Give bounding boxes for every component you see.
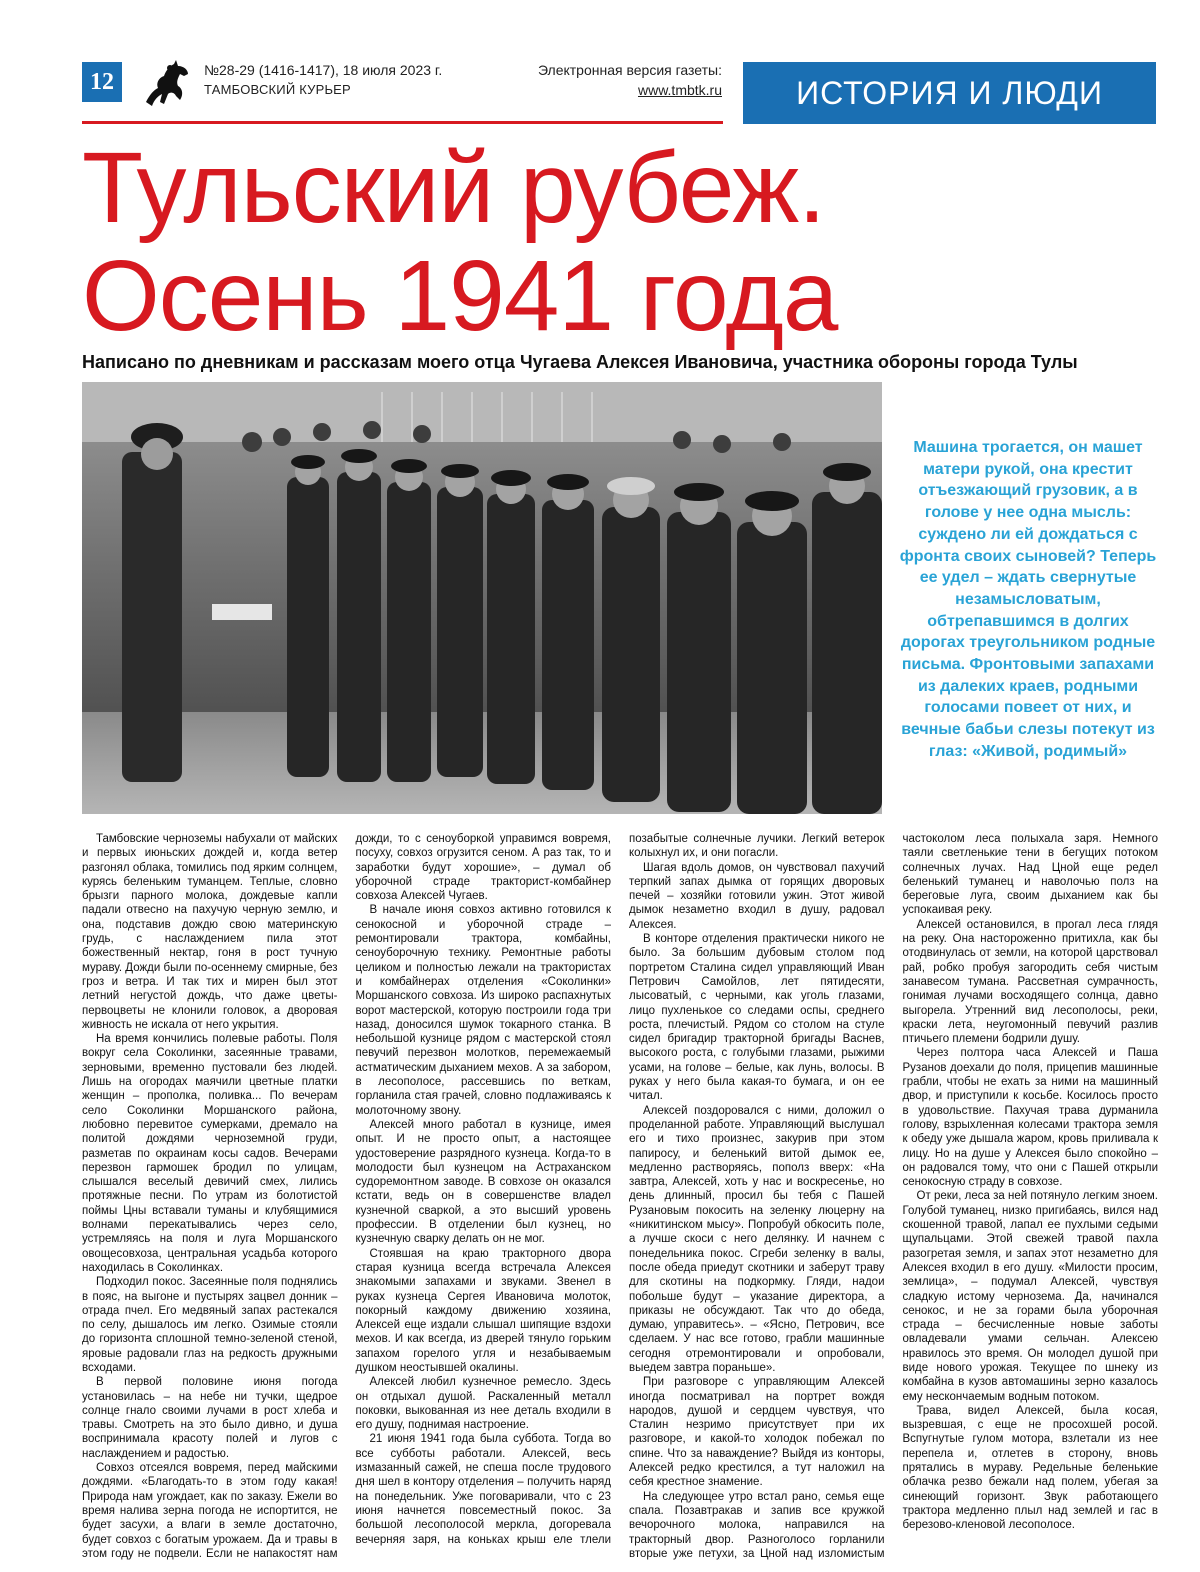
article-body bbox=[82, 832, 1158, 1562]
body-paragraph: Тамбовские черноземы набухали от майских и первых июньских дождей и, когда ветер разгонял облака, томились под ярким солнцем, курясь беленьким туманцем. Теплые, словно брызги парного молока, дождевые капли падали отвесно на пахучую черную землю, и она, подставив дождю свою материнскую грудь, с наслаждением пила этот божественный нектар, гоня в рост тучную мураву. Дожди были по-осеннему смирные, без гроз и ветра. И так тих и мирен был этот летний негустой дождь, что даже цветы-первоцветы не клонили головок, а дворовая живность не искала от него укрытия. bbox=[82, 833, 338, 1031]
body-paragraph: В начале июня совхоз активно готовился к сенокосной и уборочной страде – ремонтировали трактора, комбайны, сеноуборочную технику. Ремонтные работы целиком и полностью лежали на трактористах и комбайнерах отделения «Соколинки» Моршанского совхоза. Из широко распахнутых ворот мастерской, которую построили года три назад, доносился шумок токарного станка. В небольшой кузнице рядом с мастерской стоял певучий перезвон молотков, перемежаемый астматическим дыханием мехов. А за забором, в лесополосе, рассевшись по веткам, горланила стая грачей, словно подлаживаясь к молоточному звону. bbox=[355, 904, 611, 1117]
body-paragraph: Подходил покос. Засеянные поля поднялись в пояс, на выгоне и пустырях зацвел донник – отрада пчел. Его медвяный запах растекался по селу, дышалось им легко. Озимые стояли до горизонта сплошной темно-зеленой стеной, яровые радовали глаз на редкость дружными всходами. bbox=[82, 1276, 338, 1374]
electronic-version bbox=[500, 60, 722, 100]
rubric-label: ИСТОРИЯ И ЛЮДИ bbox=[796, 74, 1103, 111]
issue-info bbox=[204, 60, 442, 100]
body-paragraph: Шагая вдоль домов, он чувствовал пахучий терпкий запах дымка от горящих дворовых печей – хозяйки готовили ужин. Этот живой дымок незаметно входил в душу, радовал Алексея. bbox=[629, 861, 885, 931]
rubric-banner bbox=[743, 62, 1156, 124]
body-paragraph: На следующее утро встал рано, семья еще спала. Позавтракав и запив все кружкой вечорочного молока, направился на тракторный двор. Разноголосо горланили вторые уже петухи, за Цной над изломистым частоколом леса полыхала заря. Немного таяли светленькие тени в бегущих потоком солнечных лучах. Над Цной еще редел беленький туманец и наволочью полз на береговые луга, своим дыханием как бы успокаивая реку. bbox=[629, 833, 1158, 1560]
body-paragraph: Алексей поздоровался с ними, доложил о проделанной работе. Управляющий выслушал его и тихо произнес, закурив при этом папиросу, и беленький витой дымок ее, медленно растворяясь, пополз вверх: «На завтра, Алексей, хоть у нас и воскресенье, но день длинный, просил бы тебя с Пашей Рузановым покосить на зеленку люцерну на «никитинском мысу». Попробуй обкосить поле, а лучше скоси с него делянку. И начнем с понедельника покос. Сгреби зеленку в валы, после обеда приедут скотники и заберут траву для скотины на подкормку. Гляди, надои побольше будут – указание директора, а приказы не обсуждают. Так что до обеда, думаю, управитесь». – «Ясно, Петрович, все сделаем. У нас все готово, грабли машинные сегодня отремонтировали и опробовали, выедем завтра пораньше». bbox=[629, 1104, 885, 1374]
body-paragraph: Алексей много работал в кузнице, имея опыт. И не просто опыт, а настоящее удостоверение разрядного кузнеца. Когда-то в молодости был кузнецом на Астраханском судоремонтном заводе. В совхозе он оказался кстати, ведь он в совершенстве владел кузнечной сваркой, а это высший уровень профессии. В отделении был кузнец, но кузнечную сварку делать он не мог. bbox=[355, 1118, 611, 1246]
headline-line-1: Тульский рубеж. bbox=[82, 132, 825, 244]
page-number: 12 bbox=[82, 62, 122, 102]
horseman-logo-icon bbox=[140, 58, 196, 108]
body-paragraph: В конторе отделения практически никого не было. За большим дубовым столом под портретом Сталина сидел управляющий Иван Петрович Самойлов, лет пятидесяти, лысоватый, с черными, как уголь глазами, лицо пухленькое со следами оспы, среднего роста, плечистый. Рядом со столом на стуле сидел бригадир тракторной бригады Васнев, высокого роста, с голубыми глазами, рыжими усами, на голове – белые, как лунь, волосы. В руках у него была какая-то бумага, и он ее читал. bbox=[629, 933, 885, 1103]
header-divider bbox=[82, 121, 723, 124]
headline-line-2: Осень 1941 года bbox=[82, 240, 838, 352]
body-paragraph: Алексей остановился, в прогал леса глядя на реку. Она настороженно притихла, как бы отодвинулась от земли, на которой царствовал рай, робко пробуя загородить себя чистым занавесом тумана. Рассветная сумрачность, гонимая лучами восходящего солнца, давно выгорела. Утренний вид лесополосы, реки, краски лета, неугомонный певучий разлив птичьего племени бодрили душу. bbox=[902, 918, 1158, 1046]
archival-photo-soldiers bbox=[82, 382, 882, 814]
body-paragraph: В первой половине июня погода установилась – на небе ни тучки, щедрое солнце гнало своими лучами в рост хлеба и травы. Смотреть на это было дивно, и душа воспринимала красоту полей и лугов с наслаждением и радостью. bbox=[82, 1376, 338, 1460]
issue-line: №28-29 (1416-1417), 18 июля 2023 г. bbox=[204, 62, 443, 78]
article-headline bbox=[82, 134, 1162, 350]
body-paragraph: Совхоз отсеялся вовремя, перед майскими дождями. «Благодать-то в этом году какая! Природа нам угождает, как по заказу. Ежели во время налива зерна погода не испортится, не будет засухи, а влаги в земле достаточно, будет совхоз с богатым урожаем. Да и травы в этом году не подвели. Если не напакостят нам дожди, то с сеноуборкой управимся вовремя, посуху, совхоз огрузится сеном. А раз так, то и заработки будут хорошие», – думал об уборочной страде тракторист-комбайнер совхоза Алексей Чугаев. bbox=[82, 833, 611, 1560]
article-subtitle: Написано по дневникам и рассказам моего отца Чугаева Алексея Ивановича, участника обороны города Тулы bbox=[82, 352, 1078, 372]
body-paragraph: От реки, леса за ней потянуло легким зноем. Голубой туманец, низко пригибаясь, вился над скошенной травой, лапал ее пухлыми седыми щупальцами. Этой свежей травой пахла разогретая земля, и запах этот незаметно для Алексея входил в его душу. «Милости просим, землица», – подумал Алексей, чувствуя сладкую истому чернозема. Да, начинался сенокос, и не за горами была уборочная страда – бесчисленные новые заботы овладевали умами сельчан. Алексею нравилось это время. Он молодел душой при виде нового урожая. Текущее по шнеку из комбайна в кузов автомашины зерно казалось ему нескончаемым водным потоком. bbox=[902, 1190, 1158, 1403]
pull-quote: Машина трогается, он машет матери рукой, она крестит отъезжающий грузовик, а в голове у нее одна мысль: суждено ли ей дождаться с фронта своих сыновей? Теперь ее удел – ждать свернутые незамысловатым, обтрепавшимся в долгих дорогах треугольником родные письма. Фронтовыми запахами из далеких краев, родными голосами повеет от них, и вечные бабьи слезы потекут из глаз: «Живой, родимый» bbox=[899, 439, 1157, 760]
eversion-link[interactable]: www.tmbtk.ru bbox=[637, 82, 722, 98]
publication-name: ТАМБОВСКИЙ КУРЬЕР bbox=[204, 82, 351, 97]
body-paragraph: Алексей любил кузнечное ремесло. Здесь он отдыхал душой. Раскаленный металл поковки, выкованная из нее деталь входили в его душу, поднимая настроение. bbox=[355, 1376, 611, 1432]
body-paragraph: Стоявшая на краю тракторного двора старая кузница всегда встречала Алексея знакомыми запахами и звуками. Звенел в руках кузнеца Сергея Ивановича молоток, покорный каждому движению хозяина, Алексей еще издали слышал шипящие вздохи мехов. И как всегда, из дверей тянуло горьким запахом горелого угля и незабываемым душком неостывшей окалины. bbox=[355, 1247, 611, 1374]
archival-photo bbox=[82, 382, 882, 814]
eversion-label: Электронная версия газеты: bbox=[537, 62, 722, 78]
body-paragraph: 21 июня 1941 года была суббота. Тогда во все субботы работали. Алексей, весь измазанный сажей, не спеша после трудового дня шел в контору отделения – получить наряд на понедельник. Уже поговаривали, что с 23 июня начнется повсеместный покос. За большой лесополосой меркла, догоревала вечерняя заря, на коньках крыш еле тлели позабытые солнечные лучики. Легкий ветерок колыхнул их, и они погасли. bbox=[355, 833, 885, 1546]
body-paragraph: На время кончились полевые работы. Поля вокруг села Соколинки, засеянные травами, зерновыми, временно пустовали без людей. Лишь на огородах маячили цветные платки женщин – прополка, поливка... По вечерам село Соколинки Моршанского района, любовно перевитое сумерками, дремало на политой дождями черноземной груди, разметав по окраинам косы садов. Вечерами перезвон гармошек бродил по улицам, слышался веселый девичий смех, лились протяжные песни. По утрам из болотистой поймы Цны вставали туманы и клубящимися волнами перекатывались через село, устремляясь на поля и луга Моршанского овощесовхоза, центральная усадьба которого находилась в Соколинках. bbox=[82, 1033, 338, 1274]
body-paragraph: Через полтора часа Алексей и Паша Рузанов доехали до поля, прицепив машинные грабли, чтобы не ехать за ними на машинный двор, и приступили к косьбе. Косилось просто в удовольствие. Пахучая трава дурманила голову, взрыхленная колесами трактора земля к обеду уже дышала жаром, кровь приливала к лицу. Но на душе у Алексея было спокойно – он радовался тому, что они с Пашей открыли сенокосную страду в совхозе. bbox=[902, 1047, 1158, 1189]
body-paragraph: Трава, видел Алексей, была косая, вызревшая, с еще не просохшей росой. Вспугнутые гулом мотора, взлетали из нее перепела и, отлетев в сторону, вновь прятались в мураву. Редельные беленькие облачка резво бежали над полем, убегая за синеющий горизонт. Звук работающего трактора медленно плыл над землей и гас в березово-кленовой лесополосе. bbox=[902, 1404, 1158, 1532]
body-paragraph: При разговоре с управляющим Алексей иногда посматривал на портрет вождя народов, душой и сердцем чувствуя, что Сталин незримо присутствует при их разговоре, и какой-то холодок побежал по спине. Что за наваждение? Выйдя из конторы, Алексей редко крестился, а тут наложил на себя крестное знамение. bbox=[629, 1376, 885, 1489]
